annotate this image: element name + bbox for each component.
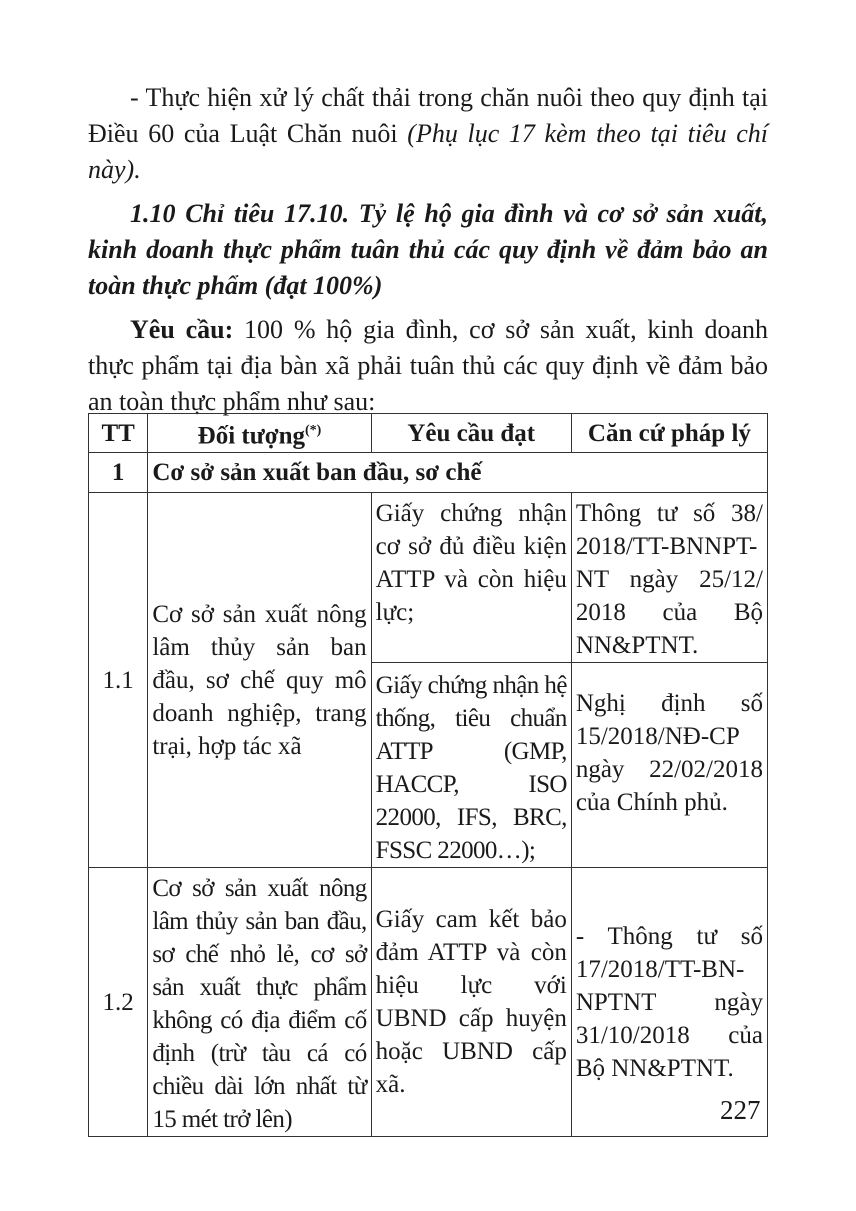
row-tt: 1.1 [89,493,148,868]
table-row [89,868,768,1137]
row-legal: Thông tư số 38/ 2018/TT-BNNPT-NT ngày 25/12/ 2018 của Bộ NN&PTNT. [571,493,767,663]
table-row [89,493,768,663]
page-body [88,80,768,424]
bullet-italic-note: (Phụ lục 17 kèm theo tại tiêu chí này). [88,119,768,184]
group-title: Cơ sở sản xuất ban đầu, sơ chế [148,453,768,493]
row-legal: Nghị định số 15/2018/NĐ-CP ngày 22/02/2018 của Chính phủ. [571,663,767,868]
header-requirement: Yêu cầu đạt [371,414,571,453]
row-tt: 1.2 [89,868,148,1137]
section-heading: 1.10 Chỉ tiêu 17.10. Tỷ lệ hộ gia đình và cơ sở sản xuất, kinh doanh thực phẩm tuân thủ các quy định về đảm bảo an toàn thực phẩm (đạt 100%) [88,199,768,300]
bullet-text: - Thực hiện xử lý chất thải trong chăn nuôi theo quy định tại Điều 60 của Luật Chăn nuôi [88,83,768,148]
header-legal: Căn cứ pháp lý [571,414,767,453]
row-legal: - Thông tư số 17/2018/TT-BN-NPTNT ngày 31/10/2018 của Bộ NN&PTNT. [571,868,767,1137]
row-requirement: Giấy chứng nhận cơ sở đủ điều kiện ATTP và còn hiệu lực; [371,493,571,663]
row-requirement: Giấy cam kết bảo đảm ATTP và còn hiệu lực với UBND cấp huyện hoặc UBND cấp xã. [371,868,571,1137]
header-object [148,414,371,453]
header-tt: TT [89,414,148,453]
row-requirement: Giấy chứng nhận hệ thống, tiêu chuẩn ATTP (GMP, HACCP, ISO 22000, IFS, BRC, FSSC 22000…); [371,663,571,868]
header-object-sup: (*) [305,423,322,438]
row-object: Cơ sở sản xuất nông lâm thủy sản ban đầu, sơ chế nhỏ lẻ, cơ sở sản xuất thực phẩm không có địa điểm cố định (trừ tàu cá có chiều dài lớn nhất từ 15 mét trở lên) [148,868,371,1137]
page-number: 227 [720,1095,761,1125]
table-header-row [89,414,768,453]
requirement-text: 100 % hộ gia đình, cơ sở sản xuất, kinh doanh thực phẩm tại địa bàn xã phải tuân thủ các quy định về đảm bảo an toàn thực phẩm như sau: [88,315,768,416]
header-object-label: Đối tượng [197,422,305,450]
bullet-paragraph [88,80,768,188]
requirement-paragraph [88,312,768,420]
table-group-row [89,453,768,493]
requirement-label: Yêu cầu: [130,315,234,344]
group-tt: 1 [89,453,148,493]
food-safety-table [88,413,768,1137]
row-object: Cơ sở sản xuất nông lâm thủy sản ban đầu, sơ chế quy mô doanh nghiệp, trang trại, hợp tác xã [148,493,371,868]
